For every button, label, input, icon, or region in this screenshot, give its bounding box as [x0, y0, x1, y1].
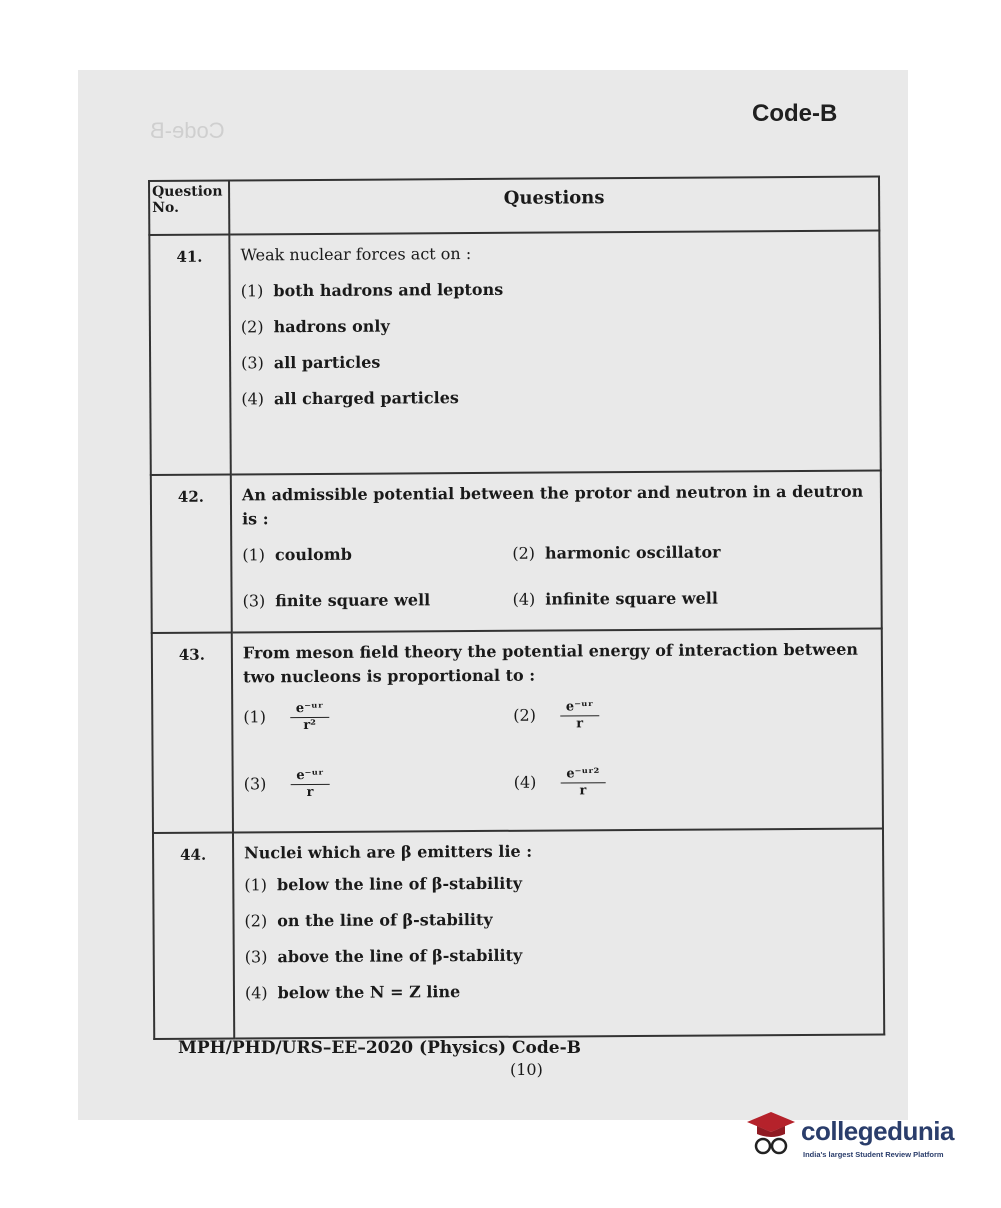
collegedunia-logo[interactable] [745, 1108, 975, 1168]
denominator: r² [303, 717, 316, 734]
option [244, 906, 874, 934]
bleed-through-code: Code-B [150, 118, 225, 143]
brand-tagline: India's largest Student Review Platform [803, 1150, 944, 1159]
option-number: (3) [241, 353, 264, 373]
option [241, 276, 871, 304]
question-number: 44. [153, 832, 234, 1038]
option [241, 312, 871, 340]
options-grid [243, 698, 874, 814]
option [513, 698, 813, 733]
option [512, 586, 812, 612]
fraction [560, 699, 599, 732]
denominator: r [579, 783, 587, 799]
numerator: e⁻ᵘʳ [290, 701, 329, 718]
graduation-cap-icon [745, 1108, 797, 1160]
option-number: (1) [244, 875, 268, 895]
option [514, 765, 814, 800]
paper-footer: MPH/PHD/URS–EE–2020 (Physics) Code-B [178, 1038, 582, 1058]
numerator: e⁻ᵘʳ² [560, 766, 605, 783]
question-number: 41. [149, 235, 230, 475]
option [243, 700, 513, 735]
question-stem: From meson field theory the potential energy of interaction between two nucleons is proportional to : [242, 639, 859, 687]
question-row [153, 829, 884, 1039]
paper-code: Code-B [752, 100, 838, 127]
option-number: (2) [513, 705, 537, 725]
option-number: (4) [244, 983, 268, 1003]
option [241, 348, 871, 376]
option-text: all particles [273, 352, 381, 373]
question-row [152, 629, 883, 833]
question-row [151, 471, 882, 633]
option [244, 767, 514, 802]
option-number: (4) [513, 772, 537, 792]
table-header-row [149, 177, 879, 235]
option-number: (3) [242, 591, 266, 611]
question-body [229, 231, 880, 475]
question-row [149, 231, 880, 475]
option-number: (4) [512, 589, 536, 609]
option-number: (3) [243, 774, 267, 794]
option-text: on the line of β-stability [277, 909, 493, 931]
question-stem: Nuclei which are β emitters lie : [244, 841, 533, 863]
column-questions: Questions [229, 177, 879, 235]
page-number: (10) [510, 1060, 543, 1079]
option [245, 942, 875, 970]
numerator: e⁻ᵘʳ [560, 699, 599, 716]
denominator: r [576, 716, 584, 732]
option [243, 588, 513, 614]
option-text: hadrons only [273, 316, 390, 337]
option-number: (1) [243, 707, 267, 727]
options-grid [242, 540, 872, 626]
denominator: r [306, 785, 314, 801]
option [241, 384, 871, 412]
option-text: above the line of β-stability [277, 945, 523, 967]
option-number: (2) [512, 543, 536, 563]
option-number: (3) [244, 947, 268, 967]
option-number: (2) [240, 317, 264, 337]
option-number: (1) [240, 281, 264, 301]
column-question-no: Question No. [149, 181, 229, 235]
question-stem: An admissible potential between the protor and neutron in a deutron is : [241, 481, 864, 529]
option [244, 870, 874, 898]
fraction [560, 766, 605, 799]
option-number: (1) [242, 545, 266, 565]
option-text: all charged particles [273, 388, 459, 409]
option-text: harmonic oscillator [544, 542, 721, 563]
option [245, 978, 875, 1006]
option-number: (4) [241, 389, 265, 409]
option [512, 540, 812, 566]
question-body [231, 471, 882, 633]
question-body [232, 629, 883, 833]
question-number: 43. [152, 632, 233, 832]
fraction [290, 701, 329, 734]
option-text: finite square well [275, 590, 431, 611]
option-text: coulomb [274, 544, 352, 565]
fraction [290, 768, 329, 801]
question-body [233, 829, 884, 1039]
option-text: infinite square well [545, 588, 718, 609]
numerator: e⁻ᵘʳ [290, 768, 329, 785]
question-stem: Weak nuclear forces act on : [240, 244, 472, 265]
questions-table [148, 176, 885, 1040]
option [242, 542, 512, 568]
option-text: both hadrons and leptons [273, 279, 504, 301]
option-number: (2) [244, 911, 268, 931]
question-number: 42. [151, 474, 232, 632]
option-text: below the N = Z line [277, 982, 461, 1003]
brand-name: collegedunia [801, 1116, 954, 1146]
option-text: below the line of β-stability [276, 873, 523, 895]
